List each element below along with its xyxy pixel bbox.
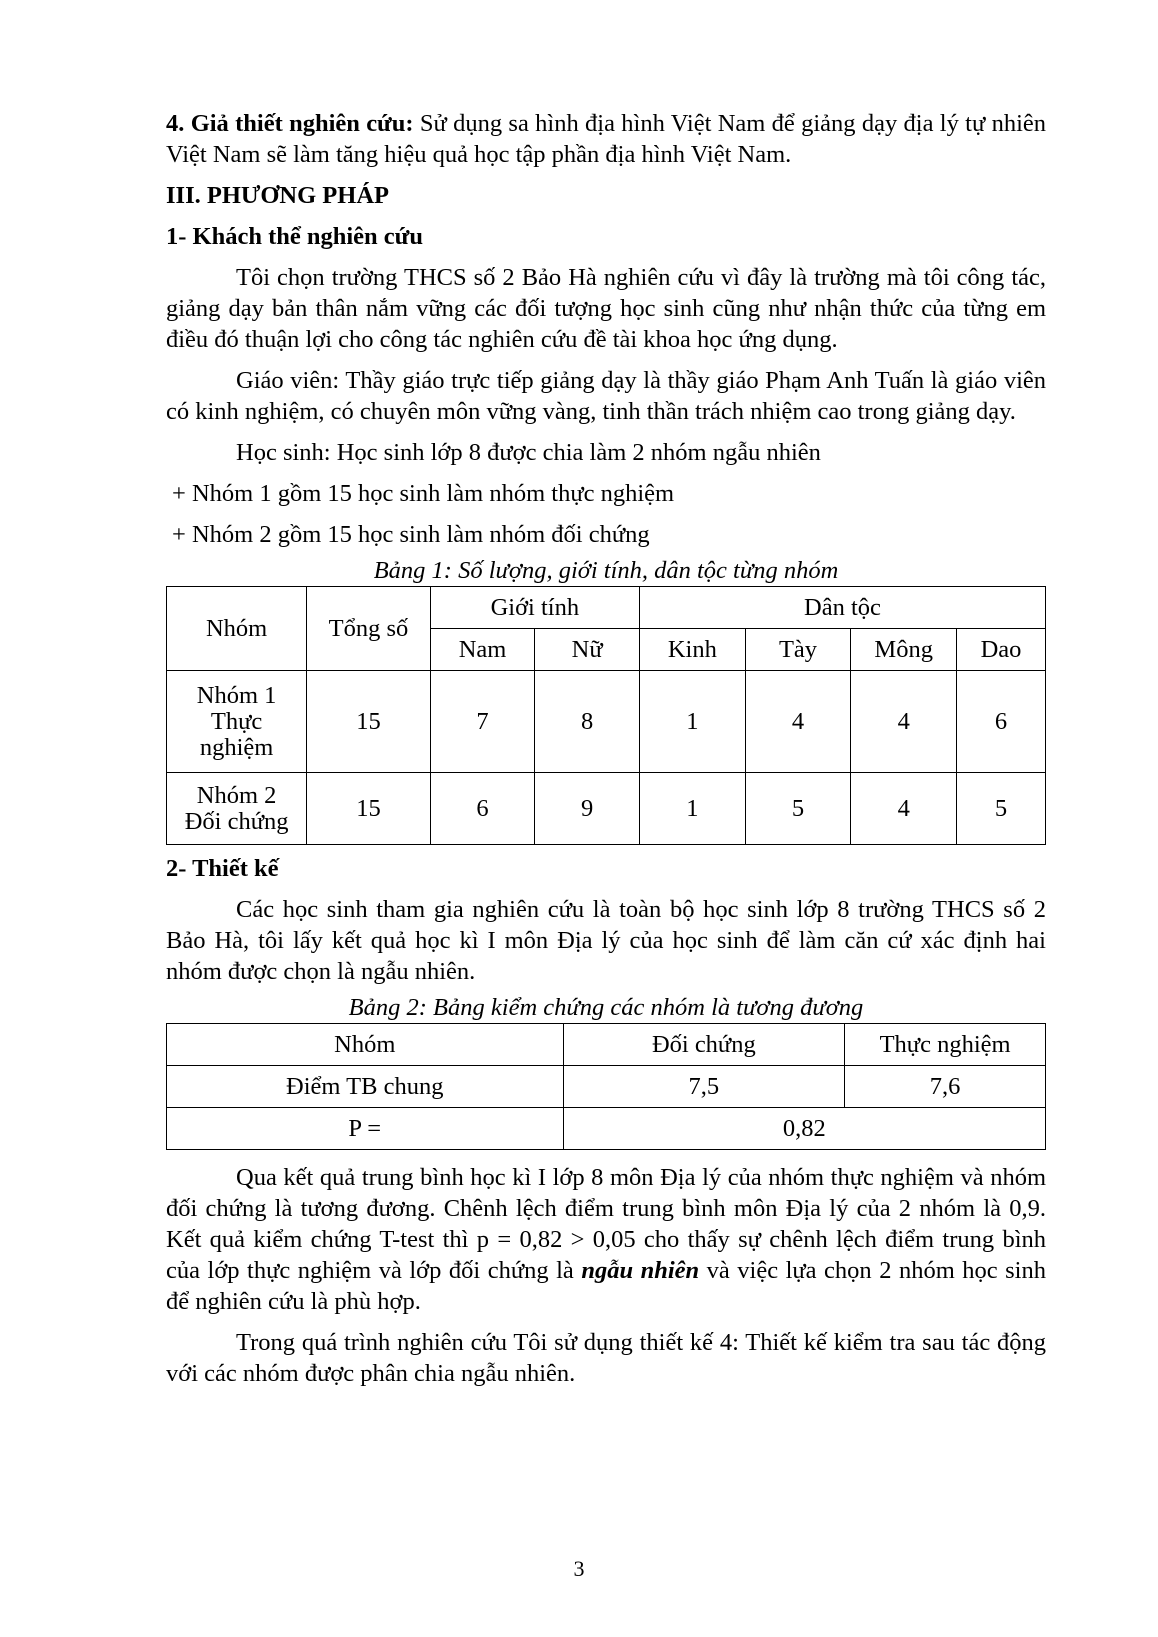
table-row [167, 1108, 1046, 1150]
table-row [167, 773, 1046, 845]
t1-header-total: Tổng số [307, 587, 430, 671]
t2-row-2-label: P = [167, 1108, 564, 1150]
design-paragraph: Các học sinh tham gia nghiên cứu là toàn bộ học sinh lớp 8 trường THCS số 2 Bảo Hà, tôi lấy kết quả học kì I môn Địa lý của học sinh để làm căn cứ xác định hai nhóm được chọn là ngẫu nhiên. [166, 896, 1046, 985]
t1-header-dao: Dao [957, 629, 1046, 671]
page-content [166, 108, 1046, 1389]
t1-cell: 5 [745, 773, 851, 845]
t1-header-male: Nam [430, 629, 535, 671]
subject-heading: 1- Khách thể nghiên cứu [166, 223, 424, 250]
table-2-caption: Bảng 2: Bảng kiểm chứng các nhóm là tương đương [348, 994, 864, 1021]
t1-cell: 15 [307, 671, 430, 773]
table-1-caption: Bảng 1: Số lượng, giới tính, dân tộc từng nhóm [373, 557, 839, 584]
t1-cell: 4 [851, 773, 957, 845]
result-text-b: và việc lựa chọn 2 nhóm học sinh để nghiên cứu là phù hợp. [166, 1257, 1046, 1315]
t2-row-1-label: Điểm TB chung [167, 1066, 564, 1108]
t1-cell: 9 [535, 773, 640, 845]
section-title: III. PHƯƠNG PHÁP [166, 182, 389, 209]
t2-row-1-control: 7,5 [563, 1066, 845, 1108]
hypothesis-paragraph [166, 108, 1046, 170]
t1-row-1-label [167, 671, 307, 773]
t1-header-gender: Giới tính [430, 587, 639, 629]
t1-row-1-label-line-3: nghiệm [199, 733, 274, 761]
t1-cell: 6 [430, 773, 535, 845]
t1-row-2-label-line-1: Nhóm 2 [196, 781, 277, 809]
design-heading: 2- Thiết kế [166, 855, 279, 882]
result-text-a: Qua kết quả trung bình học kì I lớp 8 môn Địa lý của nhóm thực nghiệm và nhóm đối chứng là tương đương. Chênh lệch điểm trung bình môn Địa lý của 2 nhóm là 0,9. Kết quả kiểm chứng T-test thì p = 0,82 > 0,05 cho thấy sự chênh lệch điểm trung bình của lớp thực nghiệm và lớp đối chứng là [166, 1164, 1046, 1284]
t1-cell: 5 [957, 773, 1046, 845]
t1-cell: 1 [639, 671, 745, 773]
t1-header-mong: Mông [851, 629, 957, 671]
table-1 [166, 586, 1046, 845]
students-paragraph: Học sinh: Học sinh lớp 8 được chia làm 2 nhóm ngẫu nhiên [236, 439, 821, 466]
table-2 [166, 1023, 1046, 1150]
t1-header-ethnic: Dân tộc [639, 587, 1045, 629]
t2-row-2-value: 0,82 [563, 1108, 1046, 1150]
result-paragraph-2: Trong quá trình nghiên cứu Tôi sử dụng thiết kế 4: Thiết kế kiểm tra sau tác động với các nhóm được phân chia ngẫu nhiên. [166, 1329, 1046, 1387]
hypothesis-text: Sử dụng sa hình địa hình Việt Nam để giảng dạy địa lý tự nhiên Việt Nam sẽ làm tăng hiệu quả học tập phần địa hình Việt Nam. [166, 110, 1046, 168]
t1-row-1-label-line-2: Thực [210, 707, 263, 735]
page-number: 3 [573, 1556, 585, 1581]
t1-header-tay: Tày [745, 629, 851, 671]
table-row [167, 1066, 1046, 1108]
t2-header-experiment: Thực nghiệm [845, 1024, 1046, 1066]
t2-row-1-experiment: 7,6 [845, 1066, 1046, 1108]
t1-cell: 7 [430, 671, 535, 773]
t2-header-group: Nhóm [167, 1024, 564, 1066]
hypothesis-label: 4. Giả thiết nghiên cứu: [166, 110, 414, 137]
t1-row-2-label [167, 773, 307, 845]
result-emphasis: ngẫu nhiên [581, 1257, 700, 1284]
t1-cell: 4 [745, 671, 851, 773]
t1-header-female: Nữ [535, 629, 640, 671]
teacher-paragraph: Giáo viên: Thầy giáo trực tiếp giảng dạy là thầy giáo Phạm Anh Tuấn là giáo viên có kinh nghiệm, có chuyên môn vững vàng, tinh thần trách nhiệm cao trong giảng dạy. [166, 367, 1046, 425]
t2-header-control: Đối chứng [563, 1024, 845, 1066]
t1-header-kinh: Kinh [639, 629, 745, 671]
result-paragraph-1 [166, 1162, 1046, 1317]
table-row [167, 671, 1046, 773]
t1-cell: 8 [535, 671, 640, 773]
t1-header-group: Nhóm [167, 587, 307, 671]
group-1-line: + Nhóm 1 gồm 15 học sinh làm nhóm thực nghiệm [172, 480, 675, 507]
subject-paragraph-1: Tôi chọn trường THCS số 2 Bảo Hà nghiên cứu vì đây là trường mà tôi công tác, giảng dạy bản thân nắm vững các đối tượng học sinh cũng như nhận thức của từng em điều đó thuận lợi cho công tác nghiên cứu đề tài khoa học ứng dụng. [166, 264, 1046, 353]
t1-cell: 15 [307, 773, 430, 845]
t1-cell: 4 [851, 671, 957, 773]
t1-cell: 1 [639, 773, 745, 845]
group-2-line: + Nhóm 2 gồm 15 học sinh làm nhóm đối chứng [172, 521, 650, 548]
t1-row-2-label-line-2: Đối chứng [184, 807, 289, 835]
t1-cell: 6 [957, 671, 1046, 773]
t1-row-1-label-line-1: Nhóm 1 [196, 681, 277, 709]
